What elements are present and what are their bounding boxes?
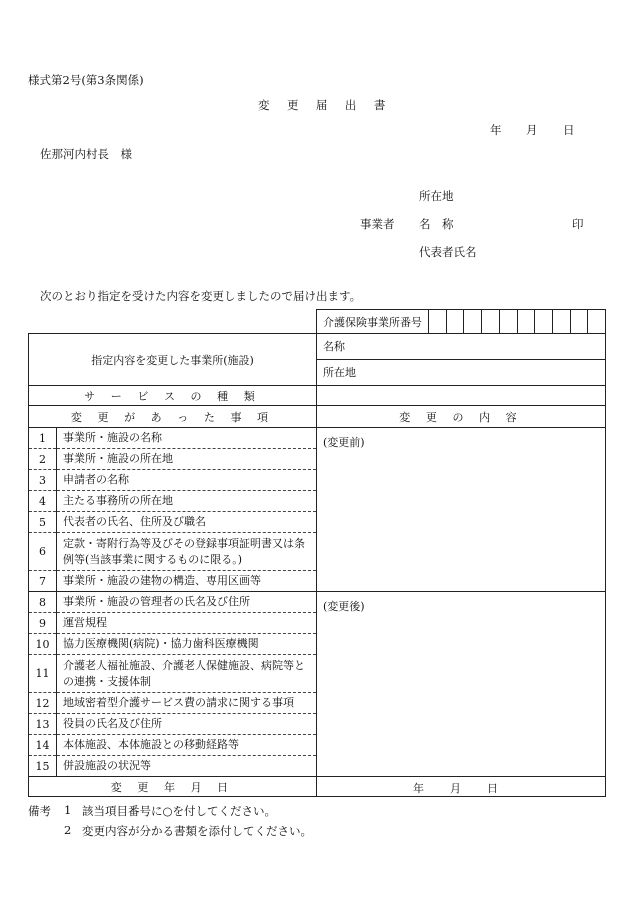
form-number: 様式第2号(第3条関係): [28, 73, 144, 87]
note1-number: 1: [64, 803, 72, 817]
item-number[interactable]: 11: [29, 655, 57, 693]
item-number[interactable]: 8: [29, 592, 57, 613]
item-number[interactable]: 9: [29, 613, 57, 634]
item-text: 事業所・施設の名称: [57, 428, 317, 449]
applicant-rep-label: 代表者氏名: [419, 245, 477, 259]
item-number[interactable]: 6: [29, 533, 57, 571]
item-number[interactable]: 13: [29, 714, 57, 735]
office-number-digit[interactable]: [571, 310, 589, 333]
office-number-digit[interactable]: [500, 310, 518, 333]
office-number-digit[interactable]: [464, 310, 482, 333]
before-change-field[interactable]: [317, 428, 606, 592]
item-text: 事業所・施設の建物の構造、専用区画等: [57, 571, 317, 592]
item-text: 介護老人福祉施設、介護老人保健施設、病院等との連携・支援体制: [57, 655, 317, 693]
item-text: 本体施設、本体施設との移動経路等: [57, 735, 317, 756]
change-date-year: 年: [413, 782, 424, 795]
item-number[interactable]: 14: [29, 735, 57, 756]
item-text: 申請者の名称: [57, 470, 317, 491]
changed-items-header: 変 更 が あ っ た 事 項: [29, 406, 317, 428]
item-number[interactable]: 2: [29, 449, 57, 470]
item-number[interactable]: 10: [29, 634, 57, 655]
addressee: 佐那河内村長 様: [40, 147, 132, 161]
after-change-label: (変更後): [323, 600, 365, 613]
date-year-label: 年: [490, 123, 502, 137]
item-number[interactable]: 5: [29, 512, 57, 533]
applicant-address-label: 所在地: [419, 189, 454, 203]
note2-text: 変更内容が分かる書類を添付してください。: [82, 824, 312, 838]
office-number-digit[interactable]: [429, 310, 447, 333]
office-number-label: 介護保険事業所番号: [317, 310, 429, 333]
applicant-name-label: 名 称: [419, 217, 454, 231]
item-text: 運営規程: [57, 613, 317, 634]
item-number[interactable]: 15: [29, 756, 57, 777]
date-day-label: 日: [563, 123, 575, 137]
change-content-header: 変 更 の 内 容: [317, 406, 606, 428]
item-number[interactable]: 12: [29, 693, 57, 714]
note2-number: 2: [64, 823, 72, 837]
item-text: 役員の氏名及び住所: [57, 714, 317, 735]
facility-name-label[interactable]: 名称: [317, 334, 606, 360]
item-text: 併設施設の状況等: [57, 756, 317, 777]
change-date-month: 月: [450, 782, 461, 795]
facility-address-label[interactable]: 所在地: [317, 360, 606, 386]
change-date-day: 日: [487, 782, 498, 795]
item-text: 主たる事務所の所在地: [57, 491, 317, 512]
document-title: 変 更 届 出 書: [258, 98, 393, 112]
office-number-digit[interactable]: [553, 310, 571, 333]
item-text: 定款・寄附行為等及びその登録事項証明書又は条例等(当該事業に関するものに限る。): [57, 533, 317, 571]
office-number-digit[interactable]: [482, 310, 500, 333]
item-number[interactable]: 4: [29, 491, 57, 512]
note1-text: 該当項目番号に○を付してください。: [82, 804, 277, 818]
before-change-label: (変更前): [323, 436, 365, 449]
change-form-table: [28, 309, 606, 797]
item-text: 地域密着型介護サービス費の請求に関する事項: [57, 693, 317, 714]
intro-text: 次のとおり指定を受けた内容を変更しましたので届け出ます。: [40, 289, 362, 303]
item-text: 代表者の氏名、住所及び職名: [57, 512, 317, 533]
office-number-field[interactable]: [317, 310, 605, 333]
change-date-label: 変 更 年 月 日: [29, 777, 317, 797]
service-type-field[interactable]: [317, 386, 606, 406]
office-number-digit[interactable]: [535, 310, 553, 333]
office-number-digit[interactable]: [518, 310, 536, 333]
notes-label: 備考: [28, 804, 51, 818]
item-number[interactable]: 7: [29, 571, 57, 592]
office-number-digit[interactable]: [588, 310, 605, 333]
seal-mark: 印: [572, 217, 584, 231]
item-number[interactable]: 1: [29, 428, 57, 449]
item-text: 事業所・施設の所在地: [57, 449, 317, 470]
item-number[interactable]: 3: [29, 470, 57, 491]
change-date-field[interactable]: [317, 777, 606, 797]
date-month-label: 月: [526, 123, 538, 137]
service-type-label: サ ー ビ ス の 種 類: [29, 386, 317, 406]
item-text: 協力医療機関(病院)・協力歯科医療機関: [57, 634, 317, 655]
office-number-digit[interactable]: [447, 310, 465, 333]
after-change-field[interactable]: [317, 592, 606, 777]
applicant-business-label: 事業者: [360, 217, 395, 231]
item-text: 事業所・施設の管理者の氏名及び住所: [57, 592, 317, 613]
facility-label: 指定内容を変更した事業所(施設): [29, 334, 317, 386]
